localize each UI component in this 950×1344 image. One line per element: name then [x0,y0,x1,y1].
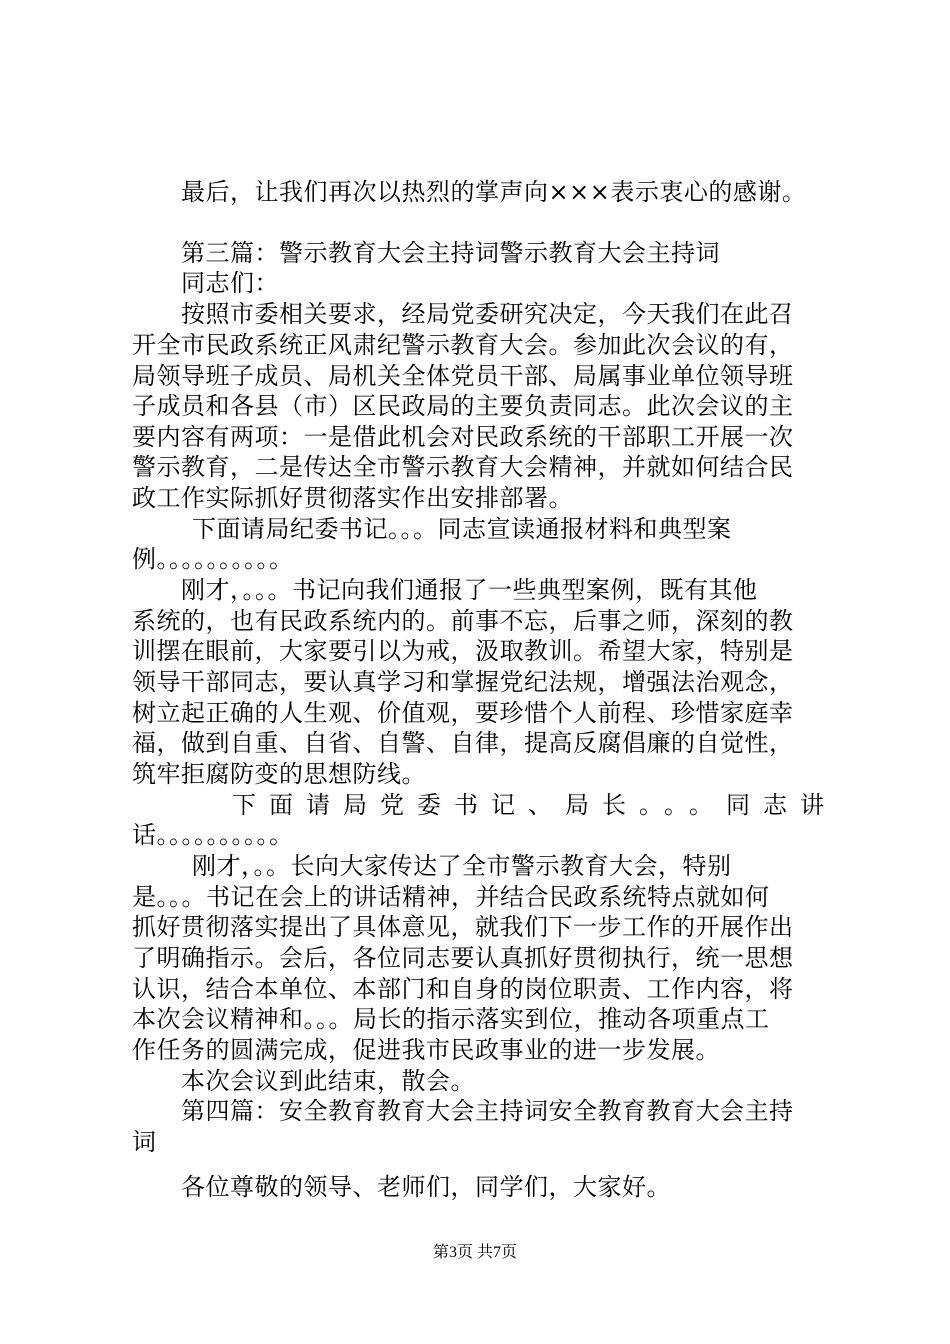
text-line: 抓好贯彻落实提出了具体意见，就我们下一步工作的开展作出 [132,913,794,941]
text-line: 领导干部同志，要认真学习和掌握党纪法规，增强法治观念， [132,668,794,696]
text-line: 系统的，也有民政系统内的。前事不忘，后事之师，深刻的教 [132,607,794,635]
text-line: 局领导班子成员、局机关全体党员干部、局属事业单位领导班 [132,362,794,390]
text-line: 福，做到自重、自省、自警、自律，提高反腐倡廉的自觉性， [132,729,794,757]
page-footer: 第3页 共7页 [432,1244,517,1261]
text-line: 刚才，。。长向大家传达了全市警示教育大会，特别 [192,852,732,880]
text-line: 本次会议到此结束，散会。 [181,1067,475,1095]
text-line: 了明确指示。会后，各位同志要认真抓好贯彻执行，统一思想 [132,944,794,972]
text-line: 本次会议精神和。。。局长的指示落实到位，推动各项重点工 [132,1005,770,1033]
text-line: 要内容有两项：一是借此机会对民政系统的干部职工开展一次 [132,423,794,451]
text-line: 树立起正确的人生观、价值观，要珍惜个人前程、珍惜家庭幸 [132,699,794,727]
text-line: 筑牢拒腐防变的思想防线。 [132,760,426,788]
text-line: 下面请局党委书记、局长。。。同志讲 [232,791,837,819]
text-line: 开全市民政系统正风肃纪警示教育大会。参加此次会议的有， [132,331,794,359]
text-line: 刚才，。。。书记向我们通报了一些典型案例，既有其他 [181,576,758,604]
text-line: 政工作实际抓好贯彻落实作出安排部署。 [132,484,573,512]
text-line: 是。。。书记在会上的讲话精神，并结合民政系统特点就如何 [132,883,770,911]
section-heading: 第三篇：警示教育大会主持词警示教育大会主持词 [181,239,720,267]
text-line: 下面请局纪委书记。。。同志宣读通报材料和典型案 [192,515,732,543]
text-line: 按照市委相关要求，经局党委研究决定，今天我们在此召 [181,300,794,328]
text-line: 训摆在眼前，大家要引以为戒，汲取教训。希望大家，特别是 [132,637,794,665]
text-line: 最后，让我们再次以热烈的掌声向×××表示衷心的感谢。 [181,178,807,206]
text-line: 同志们： [181,269,279,297]
section-heading: 第四篇：安全教育教育大会主持词安全教育教育大会主持 [181,1097,794,1125]
section-heading: 词 [132,1128,157,1156]
text-line: 警示教育，二是传达全市警示教育大会精神，并就如何结合民 [132,453,794,481]
text-line: 话。。。。。。。。。。 [132,821,294,849]
text-line: 子成员和各县（市）区民政局的主要负责同志。此次会议的主 [132,392,794,420]
text-line: 例。。。。。。。。。。 [132,545,294,573]
text-line: 作任务的圆满完成，促进我市民政事业的进一步发展。 [132,1036,720,1064]
text-line: 各位尊敬的领导、老师们，同学们，大家好。 [181,1173,671,1201]
text-line: 认识，结合本单位、本部门和自身的岗位职责、工作内容，将 [132,975,794,1003]
